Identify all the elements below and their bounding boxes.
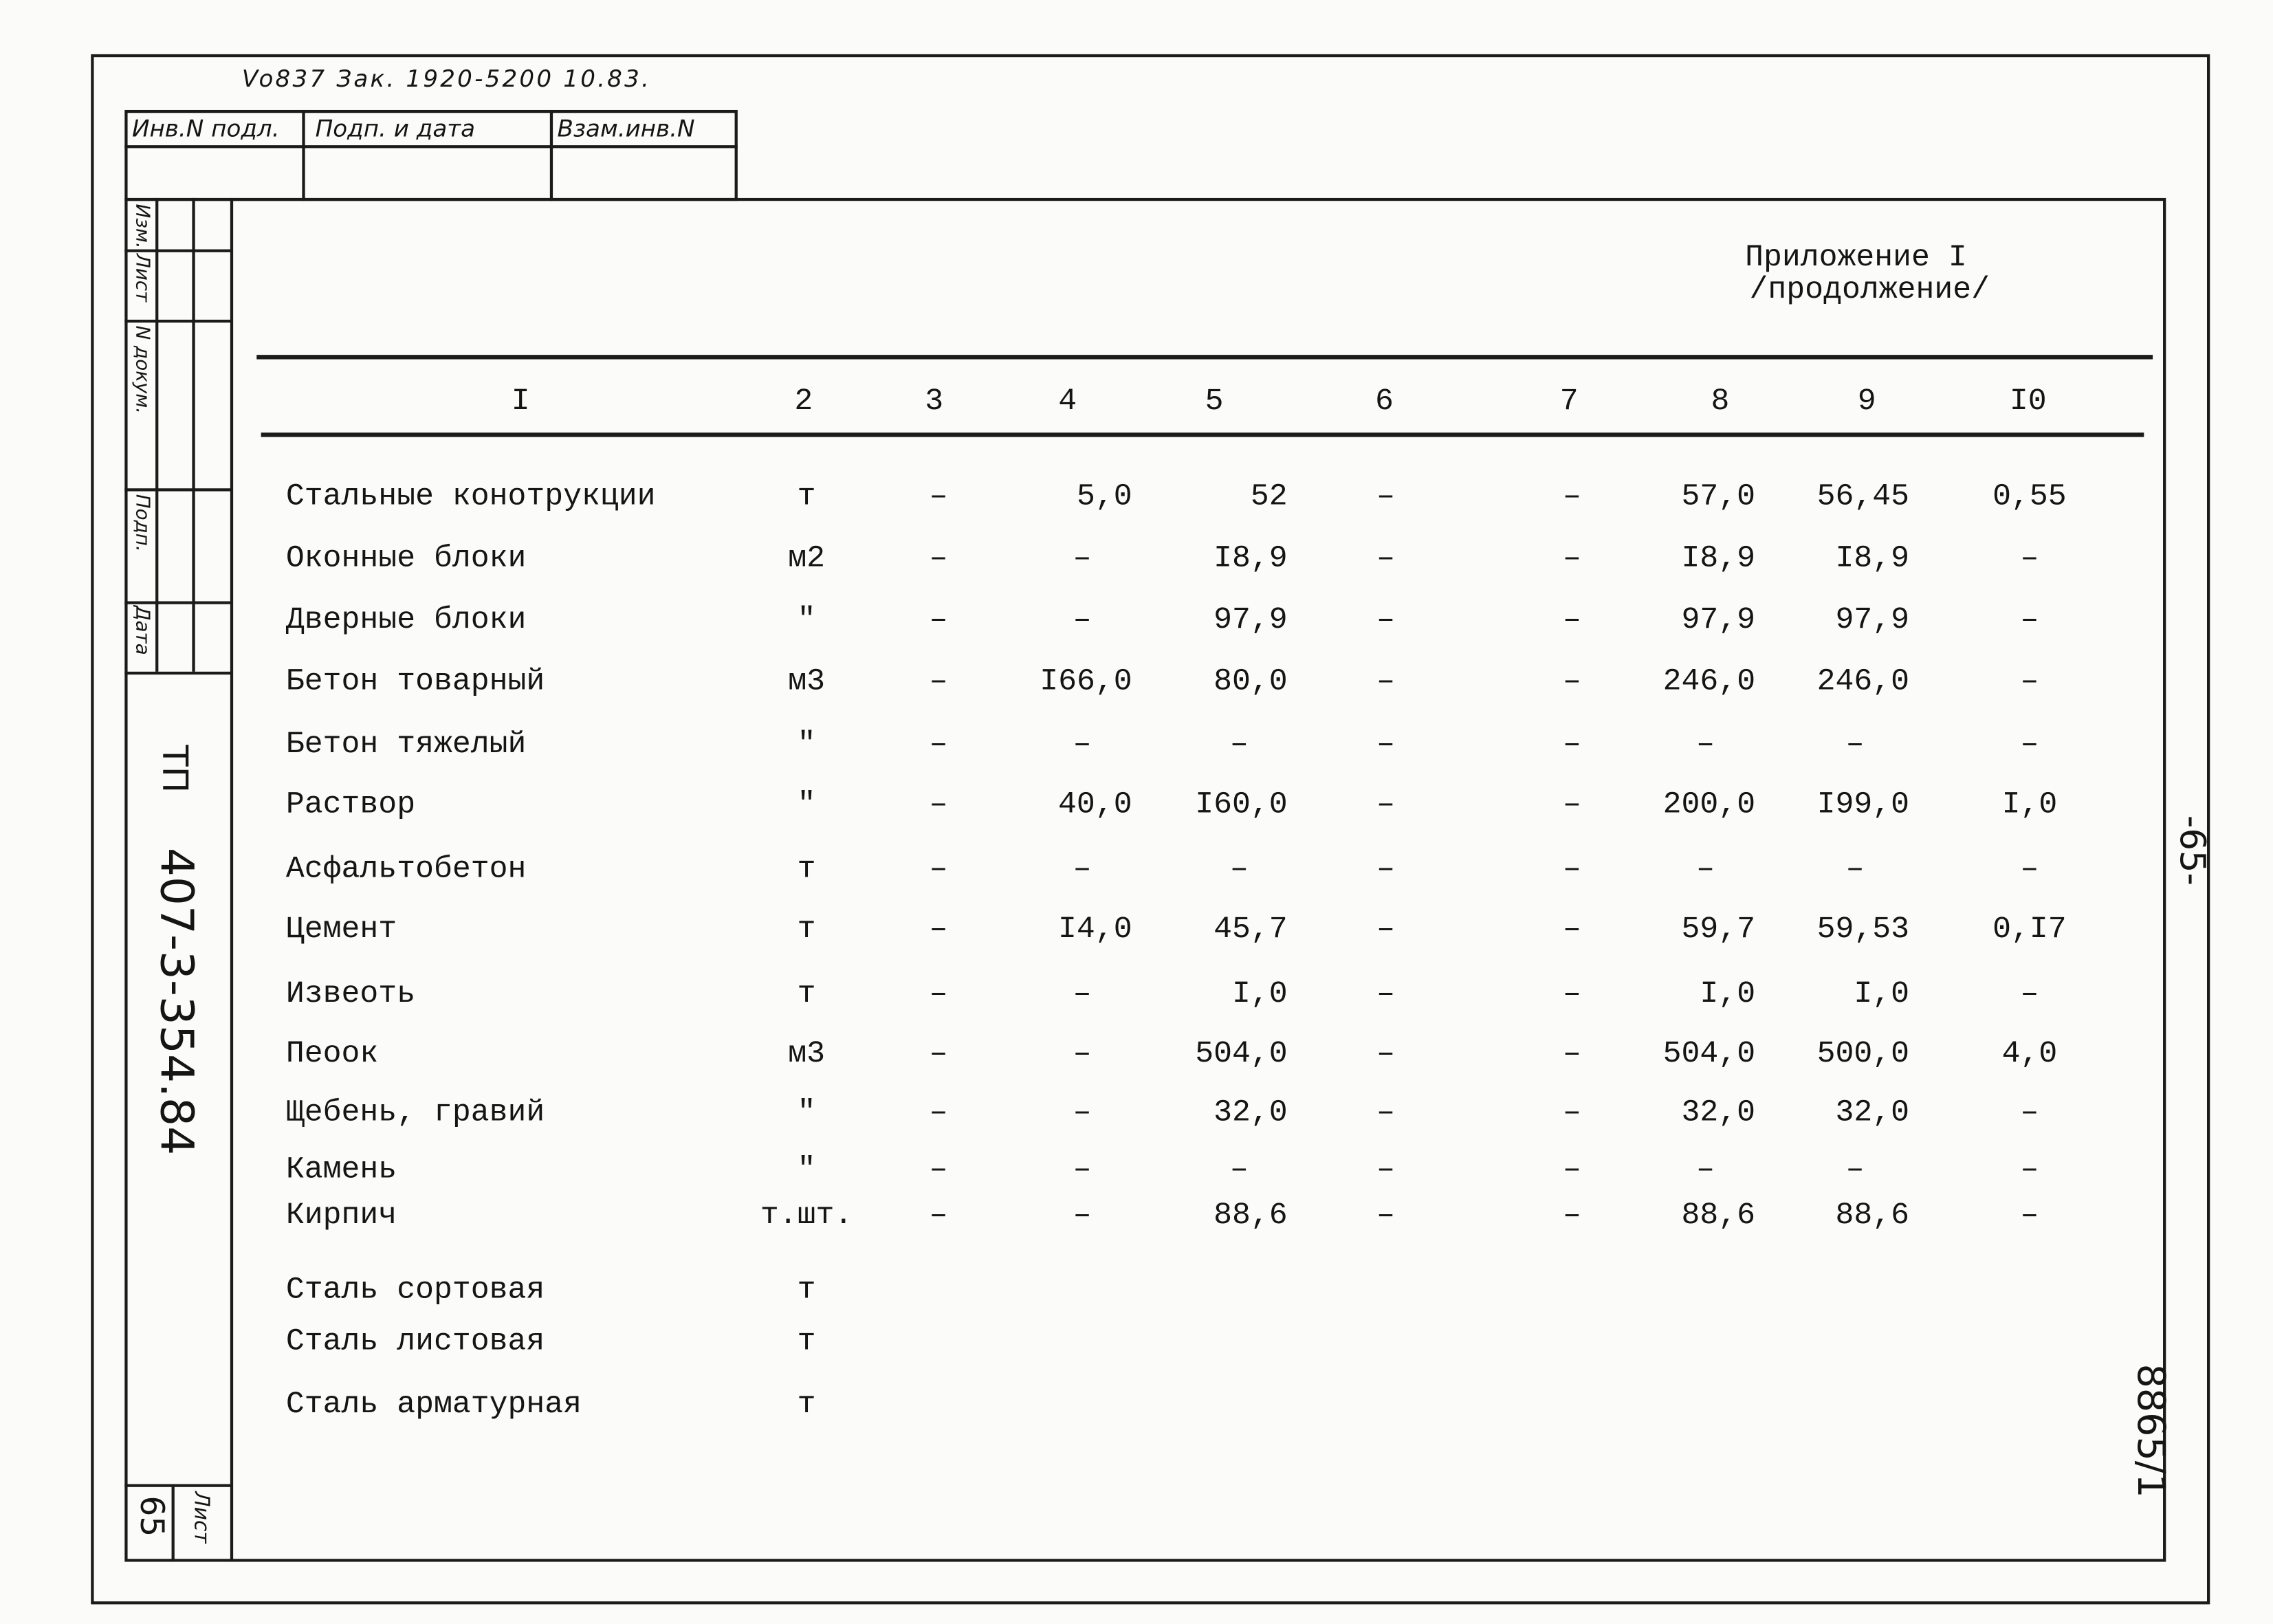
sheet-number: 65	[131, 1495, 169, 1537]
value-cell: 4,0	[2001, 1038, 2058, 1073]
value-cell: 246,0	[1816, 666, 1910, 700]
value-cell: –	[1229, 729, 1249, 763]
unit-cell: "	[797, 789, 816, 823]
value-cell: –	[929, 729, 948, 763]
table-row	[0, 1200, 2273, 1235]
column-header: 8	[1711, 385, 1730, 420]
value-cell: 88,6	[1681, 1199, 1756, 1233]
value-cell: 88,6	[1214, 1199, 1288, 1233]
value-cell: –	[1376, 1097, 1396, 1131]
unit-cell: "	[797, 729, 816, 763]
value-cell: –	[1563, 913, 1581, 947]
unit-cell: т	[797, 481, 816, 515]
value-cell: –	[1845, 729, 1865, 763]
material-name-cell: Асфальтобетон	[285, 853, 527, 888]
value-cell: –	[2020, 666, 2039, 700]
side-strip-divider	[172, 1484, 175, 1561]
value-cell: 5,0	[1076, 481, 1132, 515]
table-row	[0, 729, 2273, 764]
value-cell: 0,I7	[1992, 913, 2067, 947]
value-cell: –	[1376, 729, 1396, 763]
value-cell: –	[2020, 853, 2039, 888]
column-header: 7	[1559, 385, 1579, 420]
value-cell: 40,0	[1058, 789, 1132, 823]
unit-cell: т	[797, 913, 816, 947]
value-cell: –	[1376, 853, 1396, 888]
value-cell: –	[1563, 729, 1581, 763]
side-label-sheet: Лист	[130, 253, 153, 303]
value-cell: –	[929, 481, 948, 515]
stamp-sign-date-label: Подп. и дата	[315, 114, 476, 142]
value-cell: –	[1845, 853, 1865, 888]
appendix-title: Приложение I	[1745, 241, 1967, 276]
column-header: 3	[925, 385, 944, 420]
value-cell: –	[1696, 853, 1715, 888]
material-name-cell: Кирпич	[285, 1199, 397, 1233]
material-name-cell: Стальные конотрукции	[285, 481, 656, 515]
side-label-date: Дата	[130, 605, 153, 655]
unit-cell: м3	[788, 1038, 825, 1073]
material-name-cell: Щебень, гравий	[285, 1097, 545, 1131]
side-strip-divider	[124, 1484, 232, 1486]
value-cell: –	[1376, 542, 1396, 577]
value-cell: –	[1073, 1154, 1092, 1188]
table-row	[0, 1274, 2273, 1309]
value-cell: 32,0	[1681, 1097, 1756, 1131]
table-row	[0, 1154, 2273, 1189]
archive-note: Vo837 Зак. 1920-5200 10.83.	[241, 64, 652, 93]
side-label-signature: Подп.	[130, 494, 153, 552]
value-cell: –	[1376, 1154, 1396, 1188]
unit-cell: м3	[788, 666, 825, 700]
value-cell: I,0	[1232, 978, 1288, 1012]
value-cell: –	[1073, 978, 1092, 1012]
value-cell: I4,0	[1058, 913, 1132, 947]
value-cell: –	[1073, 604, 1092, 638]
value-cell: I60,0	[1195, 789, 1288, 823]
table-row	[0, 481, 2273, 516]
value-cell: –	[2020, 1199, 2039, 1233]
value-cell: –	[1563, 978, 1581, 1012]
page-number: -65-	[2171, 815, 2213, 886]
value-cell: 504,0	[1195, 1038, 1288, 1073]
value-cell: I,0	[1700, 978, 1756, 1012]
value-cell: –	[1563, 853, 1581, 888]
table-row	[0, 666, 2273, 701]
value-cell: –	[2020, 978, 2039, 1012]
value-cell: –	[929, 1097, 948, 1131]
value-cell: –	[1563, 604, 1581, 638]
material-name-cell: Бетон тяжелый	[285, 729, 527, 763]
value-cell: –	[2020, 729, 2039, 763]
value-cell: –	[1696, 1154, 1715, 1188]
doc-code: 407-3-354.84	[149, 847, 203, 1156]
unit-cell: "	[797, 1097, 816, 1131]
value-cell: –	[929, 978, 948, 1012]
value-cell: I66,0	[1040, 666, 1132, 700]
value-cell: 59,53	[1816, 913, 1910, 947]
value-cell: –	[1845, 1154, 1865, 1188]
value-cell: I99,0	[1816, 789, 1910, 823]
value-cell: –	[929, 913, 948, 947]
value-cell: –	[929, 1154, 948, 1188]
column-header: 5	[1205, 385, 1224, 420]
value-cell: –	[1073, 1097, 1092, 1131]
stamp-inv-label: Инв.N подл.	[131, 114, 280, 142]
value-cell: 88,6	[1835, 1199, 1910, 1233]
material-name-cell: Сталь листовая	[285, 1326, 545, 1360]
unit-cell: "	[797, 604, 816, 638]
value-cell: –	[1376, 481, 1396, 515]
value-cell: –	[1376, 789, 1396, 823]
value-cell: –	[929, 1199, 948, 1233]
value-cell: –	[1376, 1038, 1396, 1073]
column-header: 4	[1058, 385, 1077, 420]
value-cell: –	[1073, 1199, 1092, 1233]
value-cell: –	[1563, 1097, 1581, 1131]
unit-cell: т	[797, 1274, 816, 1308]
column-header: I0	[2009, 385, 2047, 420]
material-name-cell: Сталь арматурная	[285, 1388, 582, 1423]
value-cell: –	[1073, 729, 1092, 763]
material-name-cell: Оконные блоки	[285, 542, 527, 577]
material-name-cell: Камень	[285, 1154, 397, 1188]
unit-cell: м2	[788, 542, 825, 577]
appendix-subtitle: /продолжение/	[1749, 274, 1990, 308]
column-header: 9	[1857, 385, 1876, 420]
unit-cell: "	[797, 1154, 816, 1188]
doc-code-prefix: ТП	[153, 745, 195, 793]
column-header: 6	[1375, 385, 1394, 420]
value-cell: –	[1229, 1154, 1249, 1188]
value-cell: 246,0	[1662, 666, 1756, 700]
value-cell: –	[929, 1038, 948, 1073]
value-cell: 500,0	[1816, 1038, 1910, 1073]
value-cell: –	[2020, 1097, 2039, 1131]
value-cell: 80,0	[1214, 666, 1288, 700]
value-cell: 57,0	[1681, 481, 1756, 515]
value-cell: –	[1563, 1154, 1581, 1188]
value-cell: I,0	[1854, 978, 1910, 1012]
material-name-cell: Бетон товарный	[285, 666, 545, 700]
value-cell: –	[929, 666, 948, 700]
unit-cell: т	[797, 1326, 816, 1360]
material-name-cell: Извеоть	[285, 978, 416, 1012]
table-row	[0, 914, 2273, 949]
value-cell: 32,0	[1835, 1097, 1910, 1131]
material-name-cell: Сталь сортовая	[285, 1274, 545, 1308]
value-cell: –	[929, 853, 948, 888]
value-cell: –	[1229, 853, 1249, 888]
archive-number: 8865/1	[2127, 1363, 2172, 1498]
material-name-cell: Дверные блоки	[285, 604, 527, 638]
value-cell: –	[1073, 542, 1092, 577]
table-row	[0, 542, 2273, 578]
value-cell: –	[2020, 542, 2039, 577]
value-cell: –	[1563, 542, 1581, 577]
value-cell: I8,9	[1681, 542, 1756, 577]
table-row	[0, 604, 2273, 639]
unit-cell: т	[797, 853, 816, 888]
value-cell: –	[1563, 481, 1581, 515]
value-cell: –	[1376, 604, 1396, 638]
value-cell: 97,9	[1835, 604, 1910, 638]
value-cell: –	[2020, 1154, 2039, 1188]
side-label-change: Изм.	[130, 204, 153, 249]
value-cell: –	[1073, 1038, 1092, 1073]
side-label-doc-number: N докум.	[130, 325, 153, 415]
column-header: I	[511, 385, 530, 420]
value-cell: –	[2020, 604, 2039, 638]
value-cell: 97,9	[1681, 604, 1756, 638]
value-cell: –	[929, 542, 948, 577]
sheet-label: Лист	[189, 1491, 213, 1544]
table-row	[0, 1097, 2273, 1132]
table-row	[0, 1389, 2273, 1424]
table-row	[0, 853, 2273, 888]
value-cell: I8,9	[1214, 542, 1288, 577]
value-cell: 97,9	[1214, 604, 1288, 638]
value-cell: –	[929, 604, 948, 638]
value-cell: 59,7	[1681, 913, 1756, 947]
value-cell: –	[1376, 1199, 1396, 1233]
value-cell: –	[1563, 1038, 1581, 1073]
unit-cell: т	[797, 978, 816, 1012]
unit-cell: т	[797, 1388, 816, 1423]
value-cell: –	[1376, 978, 1396, 1012]
value-cell: 32,0	[1214, 1097, 1288, 1131]
value-cell: –	[1696, 729, 1715, 763]
table-row	[0, 1038, 2273, 1073]
value-cell: –	[1563, 1199, 1581, 1233]
table-row	[0, 789, 2273, 824]
value-cell: –	[1073, 853, 1092, 888]
stamp-replace-inv-label: Взам.инв.N	[557, 114, 695, 142]
material-name-cell: Раствор	[285, 789, 416, 823]
value-cell: –	[1563, 789, 1581, 823]
unit-cell: т.шт.	[760, 1199, 853, 1233]
column-header: 2	[794, 385, 813, 420]
material-name-cell: Пеоок	[285, 1038, 379, 1073]
value-cell: –	[1376, 666, 1396, 700]
value-cell: 200,0	[1662, 789, 1756, 823]
value-cell: I8,9	[1835, 542, 1910, 577]
table-row	[0, 1326, 2273, 1361]
value-cell: 45,7	[1214, 913, 1288, 947]
value-cell: 52	[1250, 481, 1288, 515]
value-cell: 56,45	[1816, 481, 1910, 515]
material-name-cell: Цемент	[285, 913, 397, 947]
value-cell: 0,55	[1992, 481, 2067, 515]
table-row	[0, 978, 2273, 1013]
value-cell: –	[929, 789, 948, 823]
value-cell: –	[1563, 666, 1581, 700]
value-cell: –	[1376, 913, 1396, 947]
value-cell: 504,0	[1662, 1038, 1756, 1073]
value-cell: I,0	[2001, 789, 2058, 823]
